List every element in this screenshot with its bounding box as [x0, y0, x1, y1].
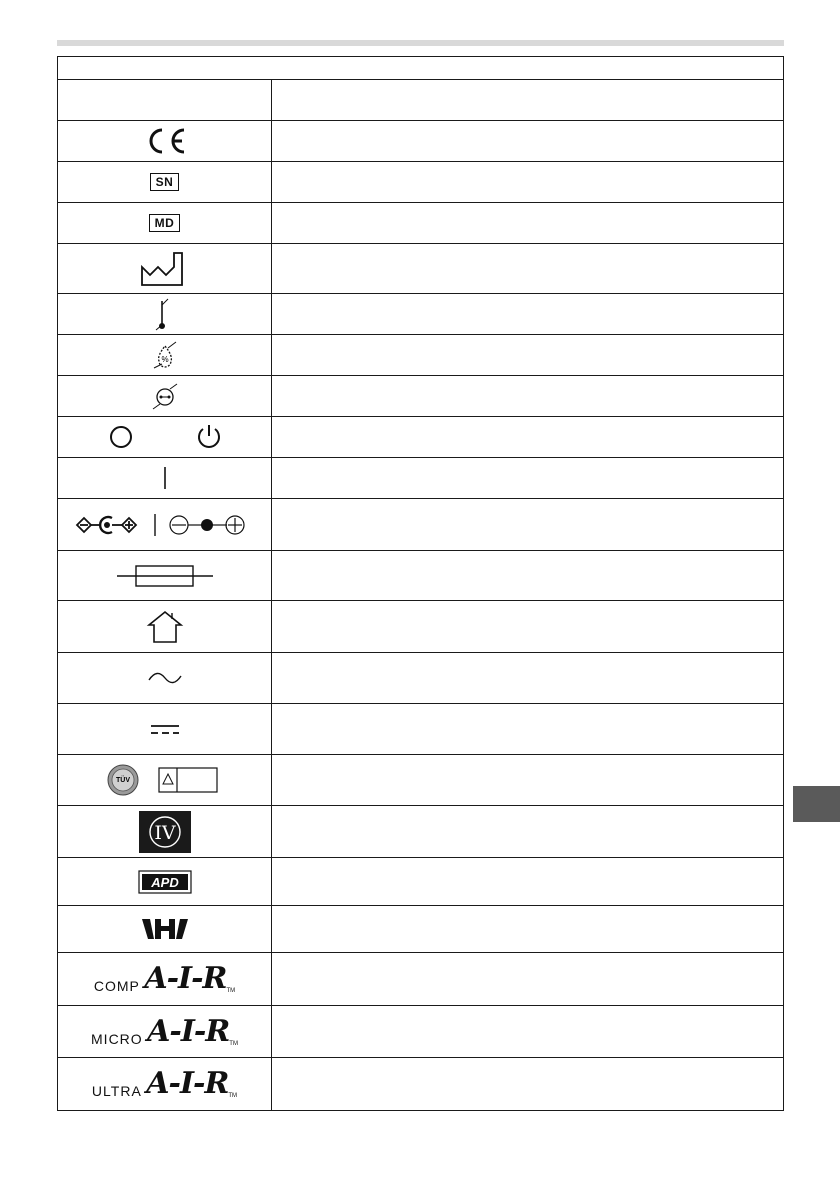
- table-row: [58, 1006, 784, 1058]
- micro-air-logo: MICRO A-I-RTM: [91, 1013, 238, 1049]
- description-cell: [272, 704, 784, 755]
- description-cell: [272, 1058, 784, 1111]
- tuv-certification-icon: [105, 762, 225, 798]
- table-row: [58, 376, 784, 417]
- symbol-cell: [58, 1058, 272, 1111]
- table-row: [58, 953, 784, 1006]
- symbol-cell: [58, 499, 272, 551]
- comp-air-logo: COMP A-I-RTM: [93, 961, 236, 996]
- symbol-cell: [58, 335, 272, 376]
- fuse-icon: [115, 561, 215, 591]
- table-row: [58, 294, 784, 335]
- medical-device-icon: MD: [149, 214, 181, 232]
- symbol-cell: [58, 858, 272, 906]
- dc-polarity-icon: [67, 510, 263, 540]
- table-row: [58, 755, 784, 806]
- description-cell: [272, 335, 784, 376]
- description-cell: [272, 294, 784, 335]
- comp-word: COMP: [93, 978, 140, 994]
- section-tab: [793, 786, 840, 822]
- table-header-row: [58, 80, 784, 121]
- svg-text:TÜV: TÜV: [115, 777, 130, 784]
- indoor-use-icon: [145, 609, 185, 645]
- symbol-cell: [58, 704, 272, 755]
- description-cell: [272, 653, 784, 704]
- power-on-icon: [160, 465, 170, 491]
- symbol-cell: [58, 601, 272, 653]
- description-cell: [272, 121, 784, 162]
- description-cell: [272, 458, 784, 499]
- table-row: [58, 906, 784, 953]
- table-row: [58, 417, 784, 458]
- description-cell: [272, 906, 784, 953]
- symbol-cell: [58, 1006, 272, 1058]
- iv-class-logo: [139, 811, 191, 853]
- description-cell: [272, 376, 784, 417]
- table-row: [58, 121, 784, 162]
- description-cell: [272, 601, 784, 653]
- description-header-cell: [272, 80, 784, 121]
- humidity-limit-icon: [150, 340, 180, 370]
- description-cell: [272, 417, 784, 458]
- symbol-header-cell: [58, 80, 272, 121]
- atmospheric-pressure-limit-icon: [150, 381, 180, 411]
- symbol-cell: [58, 806, 272, 858]
- temperature-limit-icon: [153, 297, 177, 331]
- vh-logo: [140, 916, 190, 942]
- table-row: [58, 162, 784, 203]
- table-title-row: [58, 57, 784, 80]
- symbol-cell: [58, 162, 272, 203]
- svg-text:%: %: [160, 355, 169, 364]
- air-logo-text: A-I-R: [144, 961, 227, 996]
- symbol-cell: [58, 906, 272, 953]
- header-rule: [57, 40, 784, 46]
- table-row: [58, 458, 784, 499]
- symbol-cell: [58, 953, 272, 1006]
- table-row: [58, 601, 784, 653]
- symbol-cell: [58, 755, 272, 806]
- description-cell: [272, 551, 784, 601]
- table-row: [58, 1058, 784, 1111]
- micro-word: MICRO: [91, 1030, 143, 1047]
- iv-label: IV: [153, 821, 176, 844]
- ce-mark-icon: [140, 126, 190, 156]
- symbol-cell: [58, 203, 272, 244]
- symbol-cell: [58, 376, 272, 417]
- symbols-table: [57, 56, 784, 1111]
- symbol-cell: [58, 458, 272, 499]
- table-row: [58, 203, 784, 244]
- description-cell: [272, 953, 784, 1006]
- ultra-word: ULTRA: [91, 1083, 142, 1099]
- off-icon: [111, 427, 131, 447]
- symbol-cell: [58, 294, 272, 335]
- description-cell: [272, 203, 784, 244]
- description-cell: [272, 755, 784, 806]
- apd-logo: [138, 870, 192, 894]
- apd-label: APD: [150, 874, 179, 890]
- table-row: [58, 335, 784, 376]
- table-title-cell: [58, 57, 784, 80]
- table-row: [58, 858, 784, 906]
- table-row: [58, 806, 784, 858]
- ultra-air-logo: ULTRA A-I-RTM: [91, 1066, 238, 1101]
- description-cell: [272, 162, 784, 203]
- symbol-cell: [58, 244, 272, 294]
- air-logo-text: A-I-R: [147, 1013, 230, 1049]
- table-row: [58, 499, 784, 551]
- description-cell: [272, 858, 784, 906]
- symbol-cell: [58, 653, 272, 704]
- serial-number-icon: SN: [150, 173, 180, 191]
- manufacturer-icon: [139, 251, 191, 287]
- description-cell: [272, 244, 784, 294]
- symbol-cell: [58, 121, 272, 162]
- table-row: [58, 551, 784, 601]
- table-row: [58, 704, 784, 755]
- table-row: [58, 244, 784, 294]
- description-cell: [272, 499, 784, 551]
- table-row: [58, 653, 784, 704]
- description-cell: [272, 1006, 784, 1058]
- direct-current-icon: [145, 719, 185, 739]
- alternating-current-icon: [145, 668, 185, 688]
- off-standby-icons: [95, 422, 235, 452]
- air-logo-text: A-I-R: [146, 1066, 229, 1101]
- description-cell: [272, 806, 784, 858]
- symbol-cell: [58, 417, 272, 458]
- symbol-cell: [58, 551, 272, 601]
